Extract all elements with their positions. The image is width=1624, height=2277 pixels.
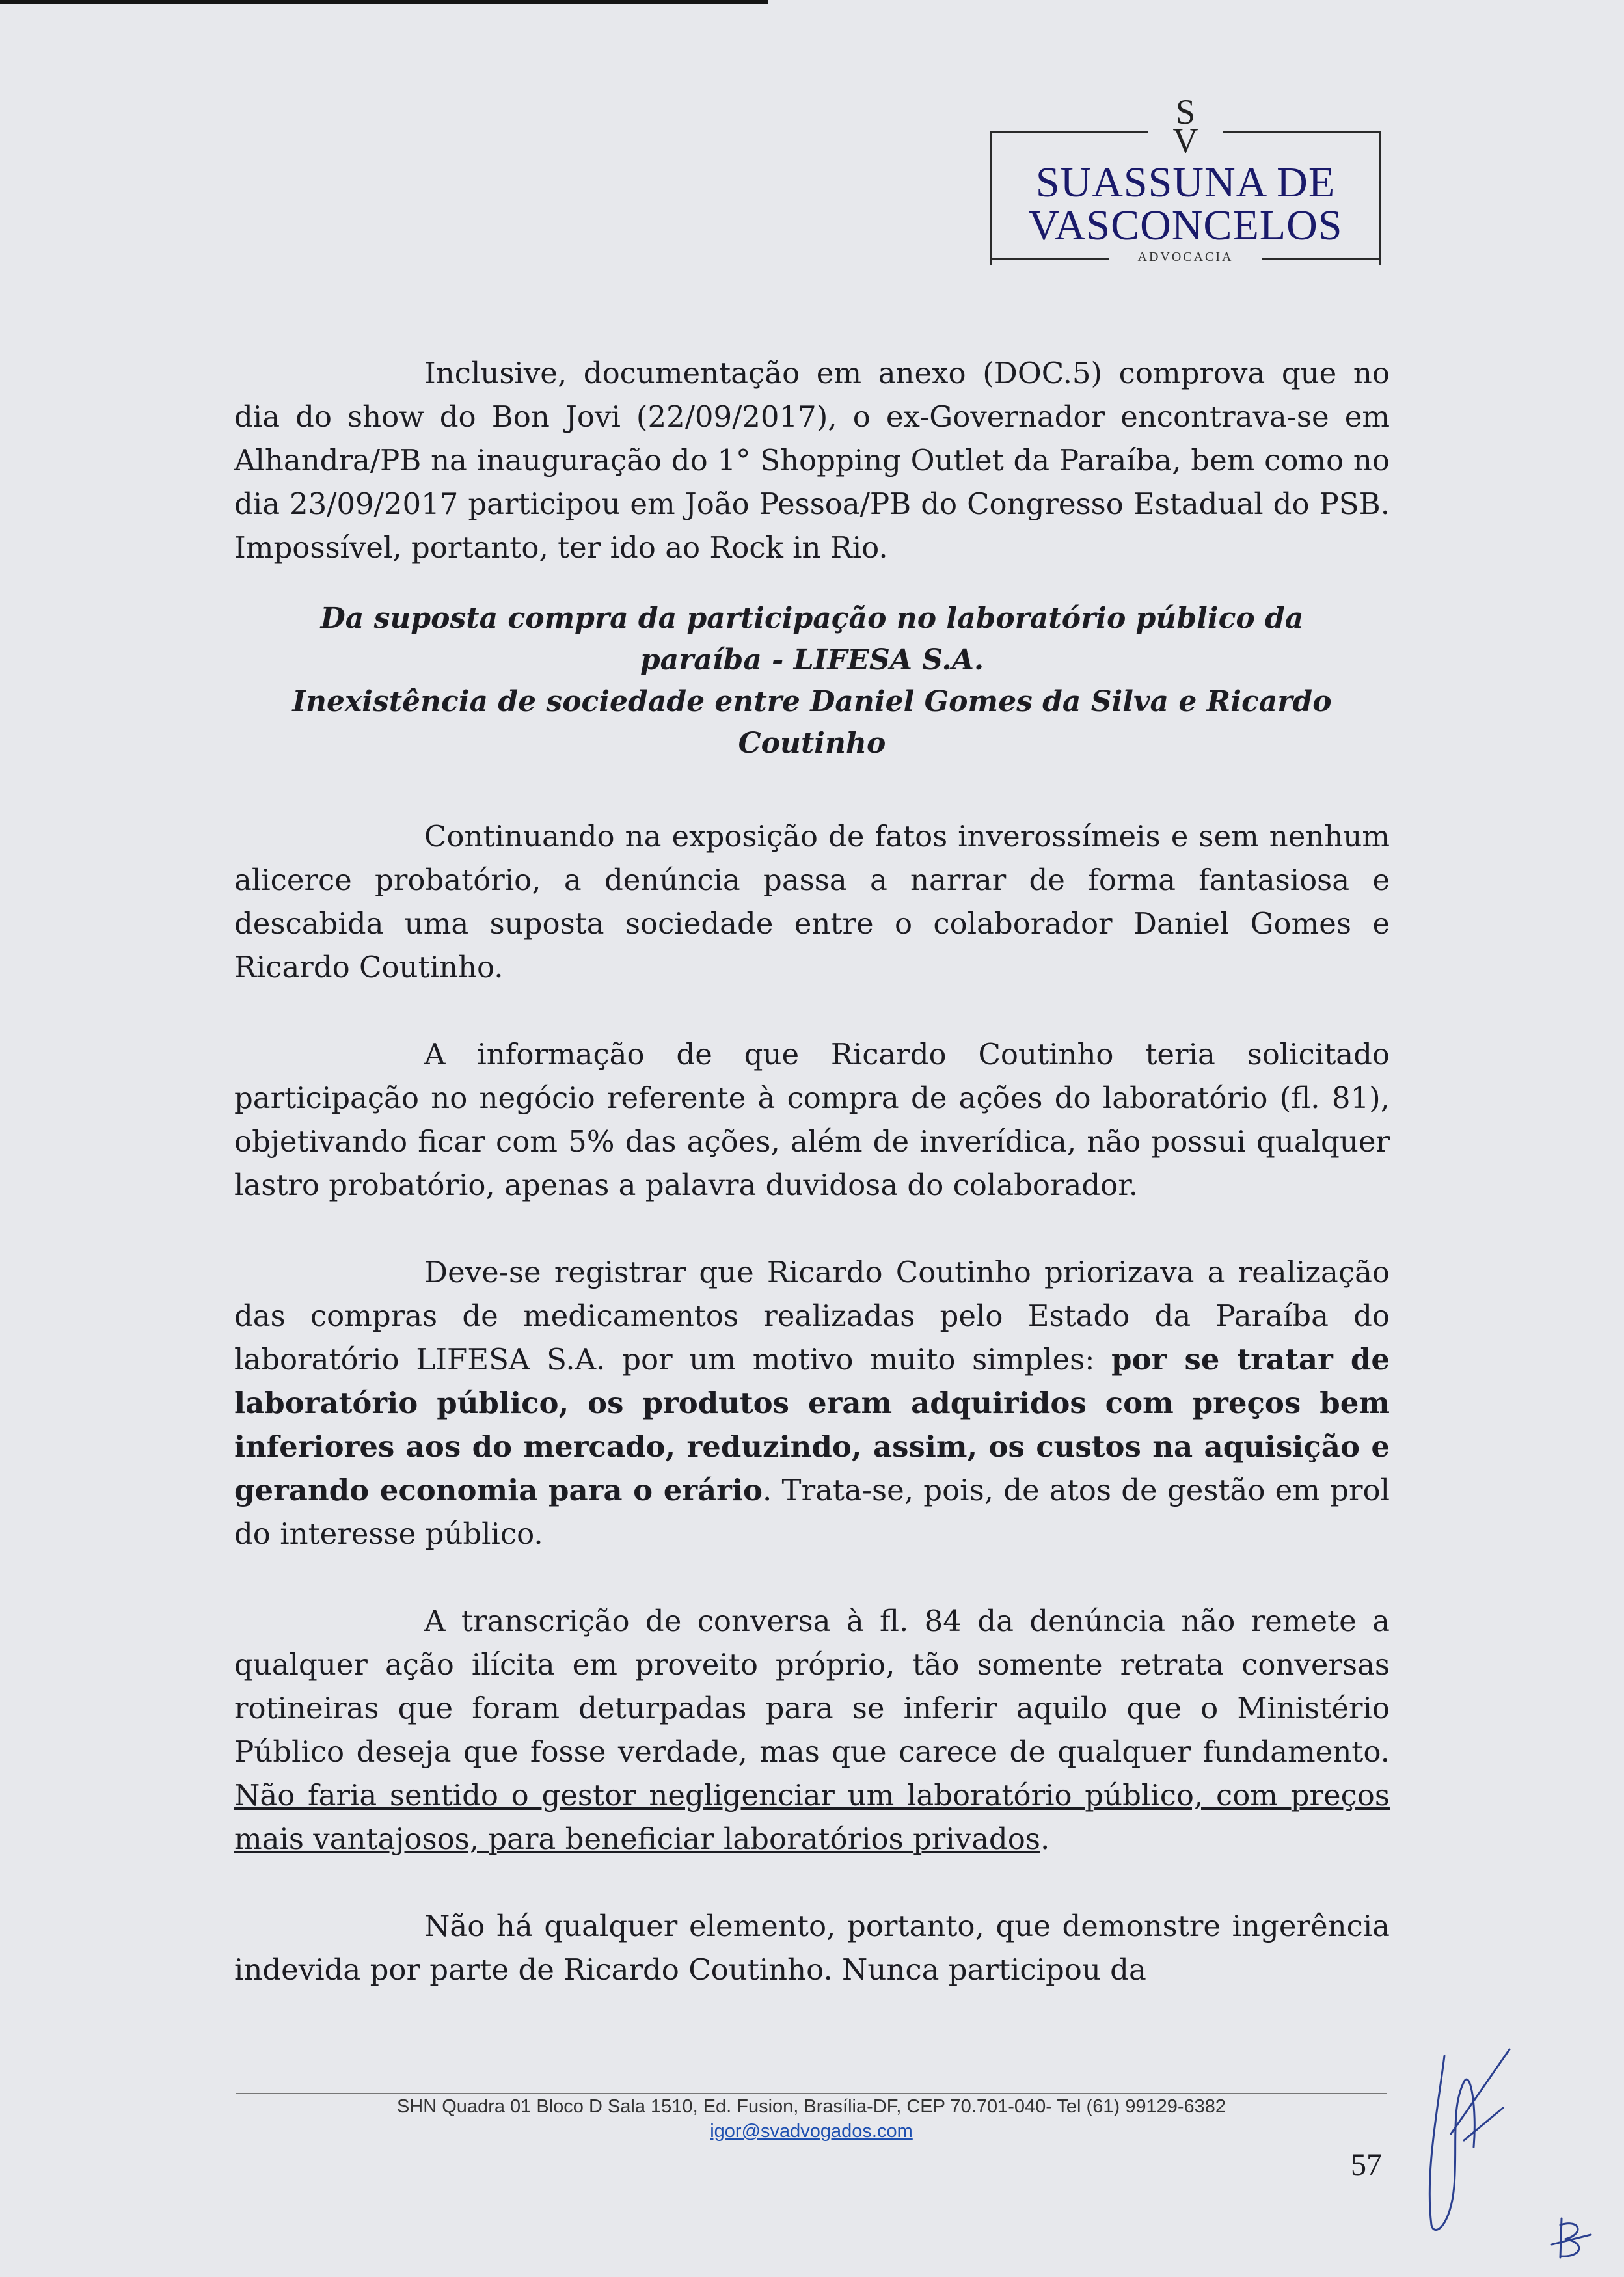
paragraph bbox=[234, 1032, 1390, 1207]
paragraph bbox=[234, 351, 1390, 569]
paragraph bbox=[234, 1250, 1390, 1556]
logo-tagline: ADVOCACIA bbox=[1137, 250, 1234, 264]
logo-monogram-v: V bbox=[1172, 121, 1198, 160]
logo-name-line2: VASCONCELOS bbox=[1028, 202, 1343, 249]
heading-line-3: Inexistência de sociedade entre Daniel Gomes da Silva e Ricardo bbox=[292, 685, 1332, 718]
handwritten-signature bbox=[1405, 2030, 1516, 2238]
footer-email-link[interactable]: igor@svadvogados.com bbox=[710, 2121, 913, 2142]
paragraph bbox=[234, 1599, 1390, 1861]
heading-line-4: Coutinho bbox=[738, 727, 886, 760]
footer-divider bbox=[236, 2093, 1387, 2094]
text-run: Continuando na exposição de fatos inverossímeis e sem nenhum alicerce probatório, a denúncia passa a narrar de forma fantasiosa e descabida uma suposta sociedade entre o colaborador Daniel Gomes e Ricardo Coutinho. bbox=[234, 819, 1390, 984]
heading-line-1: Da suposta compra da participação no laboratório público da bbox=[320, 602, 1304, 635]
logo-monogram bbox=[1172, 92, 1198, 160]
text-run: . Trata-se, pois, de atos de gestão em prol do interesse público. bbox=[234, 1473, 1390, 1551]
page-number: 57 bbox=[1351, 2148, 1382, 2182]
text-run: A informação de que Ricardo Coutinho teria solicitado participação no negócio referente à compra de ações do laboratório (fl. 81), objetivando ficar com 5% das ações, além de inverídica, não possui qualquer lastro probatório, apenas a palavra duvidosa do colaborador. bbox=[234, 1037, 1390, 1202]
document-body bbox=[234, 351, 1390, 1991]
bold-text: por se tratar de laboratório público, os produtos eram adquiridos com preços bem inferiores aos do mercado, reduzindo, assim, os custos na aquisição e gerando economia para o erário bbox=[234, 1342, 1390, 1507]
logo-firm-name bbox=[992, 161, 1379, 247]
text-run: A transcrição de conversa à fl. 84 da denúncia não remete a qualquer ação ilícita em proveito próprio, tão somente retrata conversas rotineiras que foram deturpadas para se inferir aquilo que o Ministério Público deseja que fosse verdade, mas que carece de qualquer fundamento. bbox=[234, 1604, 1390, 1769]
heading-line-2: paraíba - LIFESA S.A. bbox=[640, 643, 984, 677]
text-run: Não há qualquer elemento, portanto, que demonstre ingerência indevida por parte de Ricardo Coutinho. Nunca participou da bbox=[234, 1909, 1390, 1987]
logo-monogram-s: S bbox=[1175, 92, 1196, 131]
paragraph-group-1 bbox=[234, 351, 1390, 569]
text-run: . bbox=[1040, 1822, 1050, 1856]
firm-logo bbox=[990, 92, 1381, 265]
logo-name-line1: SUASSUNA DE bbox=[1035, 159, 1336, 206]
handwritten-initials bbox=[1549, 2212, 1594, 2264]
section-heading bbox=[234, 598, 1390, 764]
paragraph bbox=[234, 1904, 1390, 1991]
text-run: Inclusive, documentação em anexo (DOC.5) comprova que no dia do show do Bon Jovi (22/09/2017), o ex-Governador encontrava-se em Alhandra/PB na inauguração do 1° Shopping Outlet da Paraíba, bem como no dia 23/09/2017 participou em João Pessoa/PB do Congresso Estadual do PSB. Impossível, portanto, ter ido ao Rock in Rio. bbox=[234, 356, 1390, 565]
paragraph-group-2 bbox=[234, 815, 1390, 1991]
underlined-text: Não faria sentido o gestor negligenciar um laboratório público, com preços mais vantajosos, para beneficiar laboratórios privados bbox=[234, 1778, 1390, 1856]
footer-address: SHN Quadra 01 Bloco D Sala 1510, Ed. Fusion, Brasília-DF, CEP 70.701-040- Tel (61) 99129-6382 bbox=[396, 2096, 1226, 2117]
paragraph bbox=[234, 815, 1390, 989]
text-run: Deve-se registrar que Ricardo Coutinho priorizava a realização das compras de medicamentos realizadas pelo Estado da Paraíba do laboratório LIFESA S.A. por um motivo muito simples: bbox=[234, 1255, 1390, 1377]
scan-edge-bar bbox=[0, 0, 768, 4]
